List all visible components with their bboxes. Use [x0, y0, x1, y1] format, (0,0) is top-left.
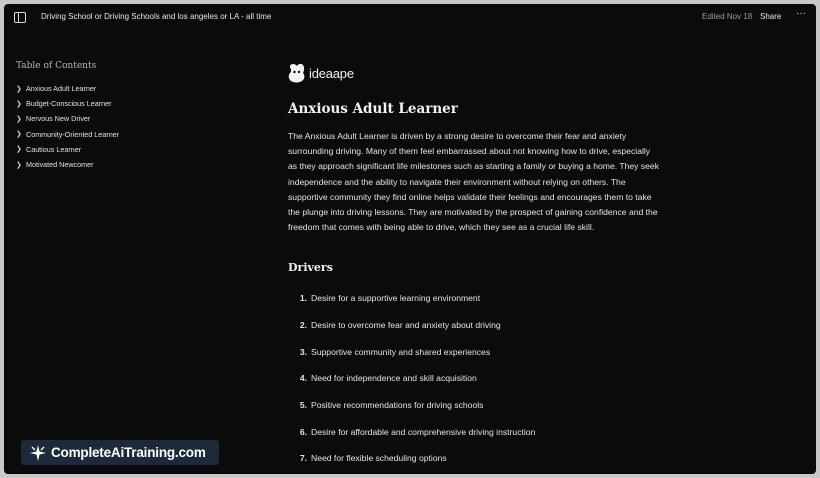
list-text: Need for flexible scheduling options [311, 453, 447, 464]
list-number: 6. [299, 426, 307, 437]
chevron-right-icon: ❯ [16, 131, 22, 139]
more-options-icon[interactable]: ··· [796, 8, 806, 19]
drivers-list [288, 285, 535, 472]
list-number: 1. [299, 293, 307, 304]
list-number: 5. [299, 400, 307, 411]
toc-item-label: Community-Oriented Learner [26, 129, 120, 139]
chevron-right-icon: ❯ [16, 100, 22, 108]
list-item [288, 392, 535, 419]
toc-item-label: Budget-Conscious Learner [26, 99, 112, 109]
table-of-contents [16, 81, 119, 172]
toc-item-label: Cautious Learner [26, 144, 82, 154]
logo-wordmark: ideaape [309, 65, 354, 81]
chevron-right-icon: ❯ [16, 161, 22, 169]
toc-item-label: Nervous New Driver [26, 114, 91, 124]
list-item [288, 338, 535, 365]
section-heading: Anxious Adult Learner [288, 101, 458, 117]
list-text: Need for independence and skill acquisition [311, 373, 477, 384]
list-number: 7. [299, 453, 307, 464]
list-text: Positive recommendations for driving schools [311, 400, 484, 411]
toc-item-budget-conscious-learner[interactable] [16, 96, 119, 111]
toc-item-label: Anxious Adult Learner [26, 84, 97, 94]
list-item [288, 445, 535, 472]
toc-item-label: Motivated Newcomer [26, 160, 94, 170]
drivers-heading: Drivers [288, 261, 333, 274]
chevron-right-icon: ❯ [16, 146, 22, 154]
share-button[interactable]: Share [760, 12, 782, 21]
list-text: Desire to overcome fear and anxiety about driving [311, 320, 501, 331]
watermark-banner [21, 440, 219, 465]
toc-item-nervous-new-driver[interactable] [16, 111, 119, 126]
list-text: Desire for affordable and comprehensive driving instruction [311, 426, 536, 437]
toc-item-cautious-learner[interactable] [16, 142, 119, 157]
app-window [4, 4, 816, 474]
list-text: Desire for a supportive learning environment [311, 293, 481, 304]
sidebar-toggle-icon[interactable] [14, 12, 26, 23]
list-item [288, 285, 535, 312]
list-item [288, 312, 535, 339]
chevron-right-icon: ❯ [16, 115, 22, 123]
ideaape-logo [288, 63, 354, 83]
chevron-right-icon: ❯ [16, 85, 22, 93]
watermark-text: CompleteAiTraining.com [51, 445, 206, 460]
list-item [288, 365, 535, 392]
sparkle-logo-icon [30, 445, 46, 461]
list-number: 2. [299, 320, 307, 331]
toc-item-motivated-newcomer[interactable] [16, 157, 119, 172]
toc-item-community-oriented-learner[interactable] [16, 127, 119, 142]
list-item [288, 418, 535, 445]
document-title: Driving School or Driving Schools and los angeles or LA - all time [41, 12, 272, 21]
list-number: 3. [299, 346, 307, 357]
list-number: 4. [299, 373, 307, 384]
toc-title: Table of Contents [16, 61, 97, 71]
edited-timestamp: Edited Nov 18 [702, 12, 753, 21]
section-paragraph: The Anxious Adult Learner is driven by a strong desire to overcome their fear and anxiety surrounding driving. Many of them feel embarrassed about not knowing how to drive, especially as they approach significant life milestones such as starting a family or buying a home. They seek independence and the ability to navigate their environment without relying on others. The supportive community they find online helps validate their feelings and encourages them to take the plunge into driving lessons. They are motivated by the prospect of gaining confidence and the freedom that comes with being able to drive, which they see as a crucial life skill. [288, 131, 659, 233]
list-text: Supportive community and shared experiences [311, 346, 491, 357]
ape-logo-icon [288, 63, 305, 83]
toc-item-anxious-adult-learner[interactable] [16, 81, 119, 96]
top-bar [4, 4, 816, 32]
